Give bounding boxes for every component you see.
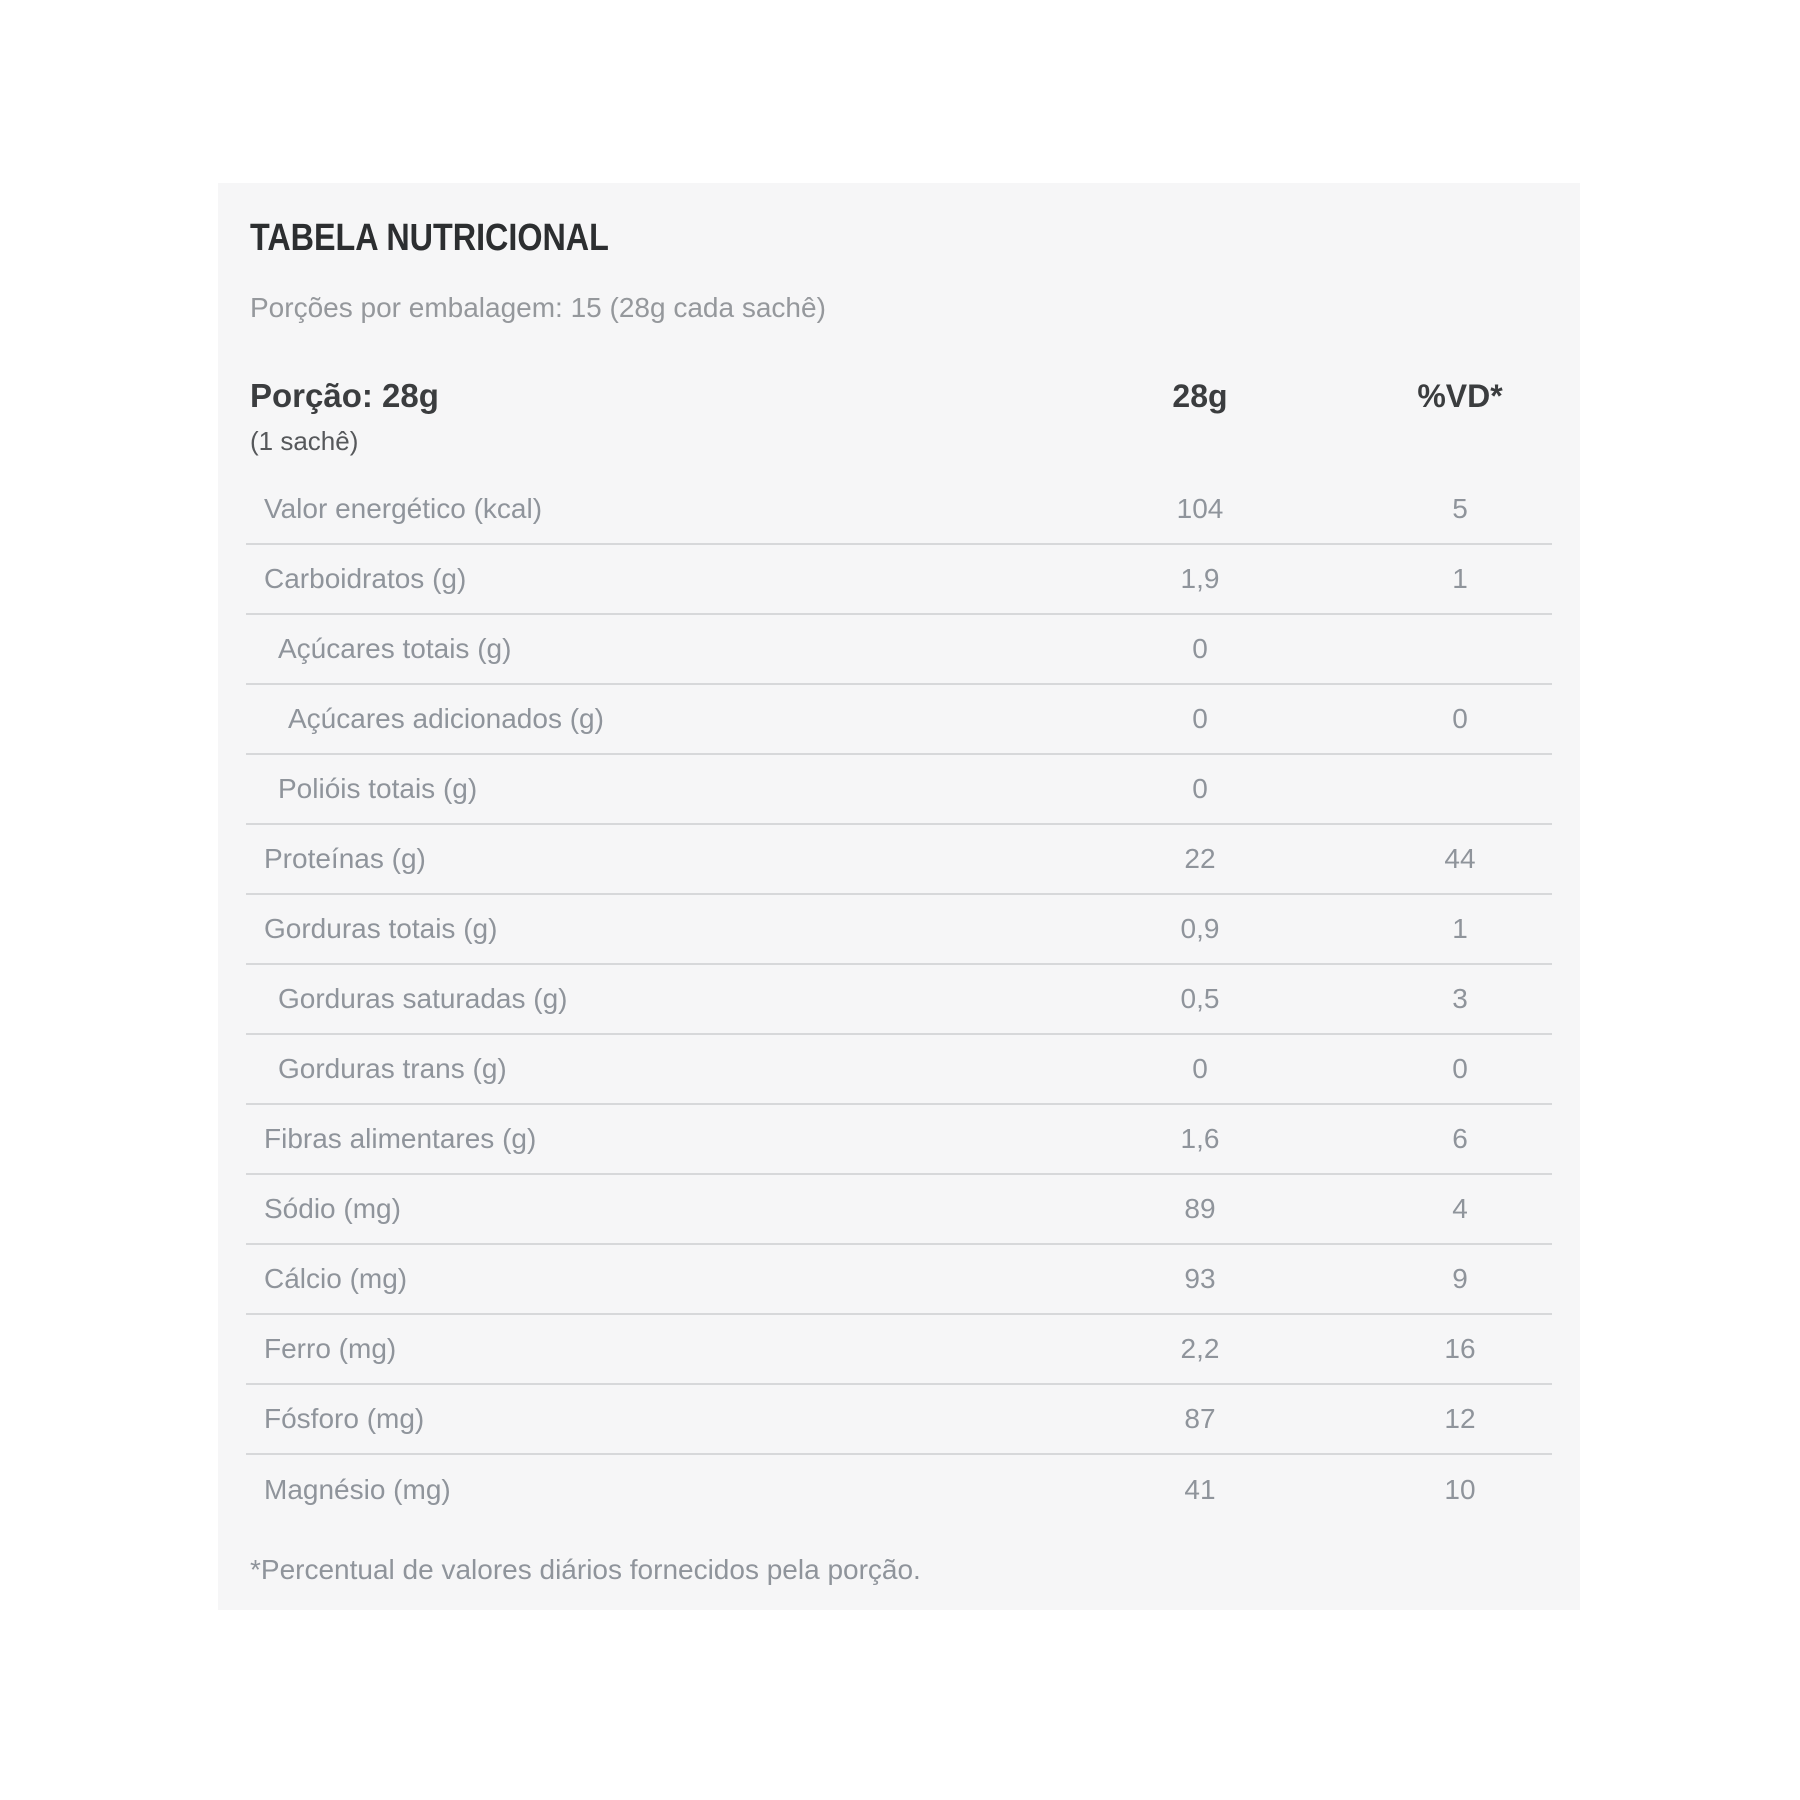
table-row bbox=[246, 895, 1552, 965]
row-amount: 2,2 bbox=[1180, 1333, 1220, 1364]
row-daily-value: 1 bbox=[1452, 913, 1468, 944]
row-label: Ferro (mg) bbox=[264, 1333, 397, 1364]
row-daily-value: 10 bbox=[1444, 1474, 1476, 1505]
daily-value-column-header: %VD* bbox=[1417, 378, 1503, 414]
row-daily-value: 1 bbox=[1452, 563, 1468, 594]
amount-column-header: 28g bbox=[1172, 378, 1228, 414]
row-daily-value: 0 bbox=[1452, 703, 1468, 734]
table-row bbox=[246, 1315, 1552, 1385]
row-amount: 0,9 bbox=[1180, 913, 1220, 944]
row-daily-value: 9 bbox=[1452, 1263, 1468, 1294]
row-amount: 0 bbox=[1192, 633, 1208, 664]
row-daily-value: 3 bbox=[1452, 983, 1468, 1014]
row-daily-value: 12 bbox=[1444, 1403, 1476, 1434]
row-label: Sódio (mg) bbox=[264, 1193, 401, 1224]
daily-value-footnote: *Percentual de valores diários fornecidos pela porção. bbox=[250, 1554, 921, 1585]
portion-sub-label: (1 sachê) bbox=[250, 426, 359, 456]
row-label: Carboidratos (g) bbox=[264, 563, 467, 594]
row-amount: 0,5 bbox=[1180, 983, 1220, 1014]
row-label: Gorduras totais (g) bbox=[264, 913, 498, 944]
table-row bbox=[246, 615, 1552, 685]
table-row bbox=[246, 1455, 1552, 1525]
table-row bbox=[246, 1385, 1552, 1455]
table-row bbox=[246, 1175, 1552, 1245]
row-label: Polióis totais (g) bbox=[278, 773, 478, 804]
row-label: Valor energético (kcal) bbox=[264, 493, 543, 524]
table-row bbox=[246, 965, 1552, 1035]
row-label: Magnésio (mg) bbox=[264, 1474, 451, 1505]
nutrition-table bbox=[218, 475, 1580, 1525]
row-label: Açúcares adicionados (g) bbox=[288, 703, 604, 734]
row-amount: 87 bbox=[1184, 1403, 1216, 1434]
servings-per-package: Porções por embalagem: 15 (28g cada sachê) bbox=[250, 292, 826, 323]
table-row bbox=[246, 825, 1552, 895]
table-row bbox=[246, 1245, 1552, 1315]
row-amount: 0 bbox=[1192, 1053, 1208, 1084]
nutrition-panel bbox=[218, 183, 1580, 1610]
table-row bbox=[246, 1035, 1552, 1105]
row-amount: 0 bbox=[1192, 773, 1208, 804]
table-row bbox=[246, 545, 1552, 615]
table-row bbox=[246, 685, 1552, 755]
row-amount: 1,9 bbox=[1180, 563, 1220, 594]
row-label: Fibras alimentares (g) bbox=[264, 1123, 537, 1154]
row-daily-value: 5 bbox=[1452, 493, 1468, 524]
row-daily-value: 44 bbox=[1444, 843, 1476, 874]
row-amount: 89 bbox=[1184, 1193, 1216, 1224]
table-header-row bbox=[246, 377, 1552, 417]
row-daily-value: 4 bbox=[1452, 1193, 1468, 1224]
row-daily-value: 16 bbox=[1444, 1333, 1476, 1364]
page-title: TABELA NUTRICIONAL bbox=[250, 217, 609, 259]
table-row bbox=[246, 475, 1552, 545]
row-label: Açúcares totais (g) bbox=[278, 633, 512, 664]
row-amount: 104 bbox=[1176, 493, 1224, 524]
row-label: Proteínas (g) bbox=[264, 843, 426, 874]
row-label: Fósforo (mg) bbox=[264, 1403, 425, 1434]
table-row bbox=[246, 755, 1552, 825]
portion-label: Porção: 28g bbox=[250, 377, 439, 414]
row-amount: 93 bbox=[1184, 1263, 1216, 1294]
row-amount: 22 bbox=[1184, 843, 1216, 874]
row-daily-value: 6 bbox=[1452, 1123, 1468, 1154]
row-label: Gorduras saturadas (g) bbox=[278, 983, 568, 1014]
row-daily-value: 0 bbox=[1452, 1053, 1468, 1084]
row-amount: 1,6 bbox=[1180, 1123, 1220, 1154]
row-amount: 0 bbox=[1192, 703, 1208, 734]
row-label: Gorduras trans (g) bbox=[278, 1053, 507, 1084]
row-amount: 41 bbox=[1184, 1474, 1216, 1505]
table-row bbox=[246, 1105, 1552, 1175]
row-label: Cálcio (mg) bbox=[264, 1263, 408, 1294]
